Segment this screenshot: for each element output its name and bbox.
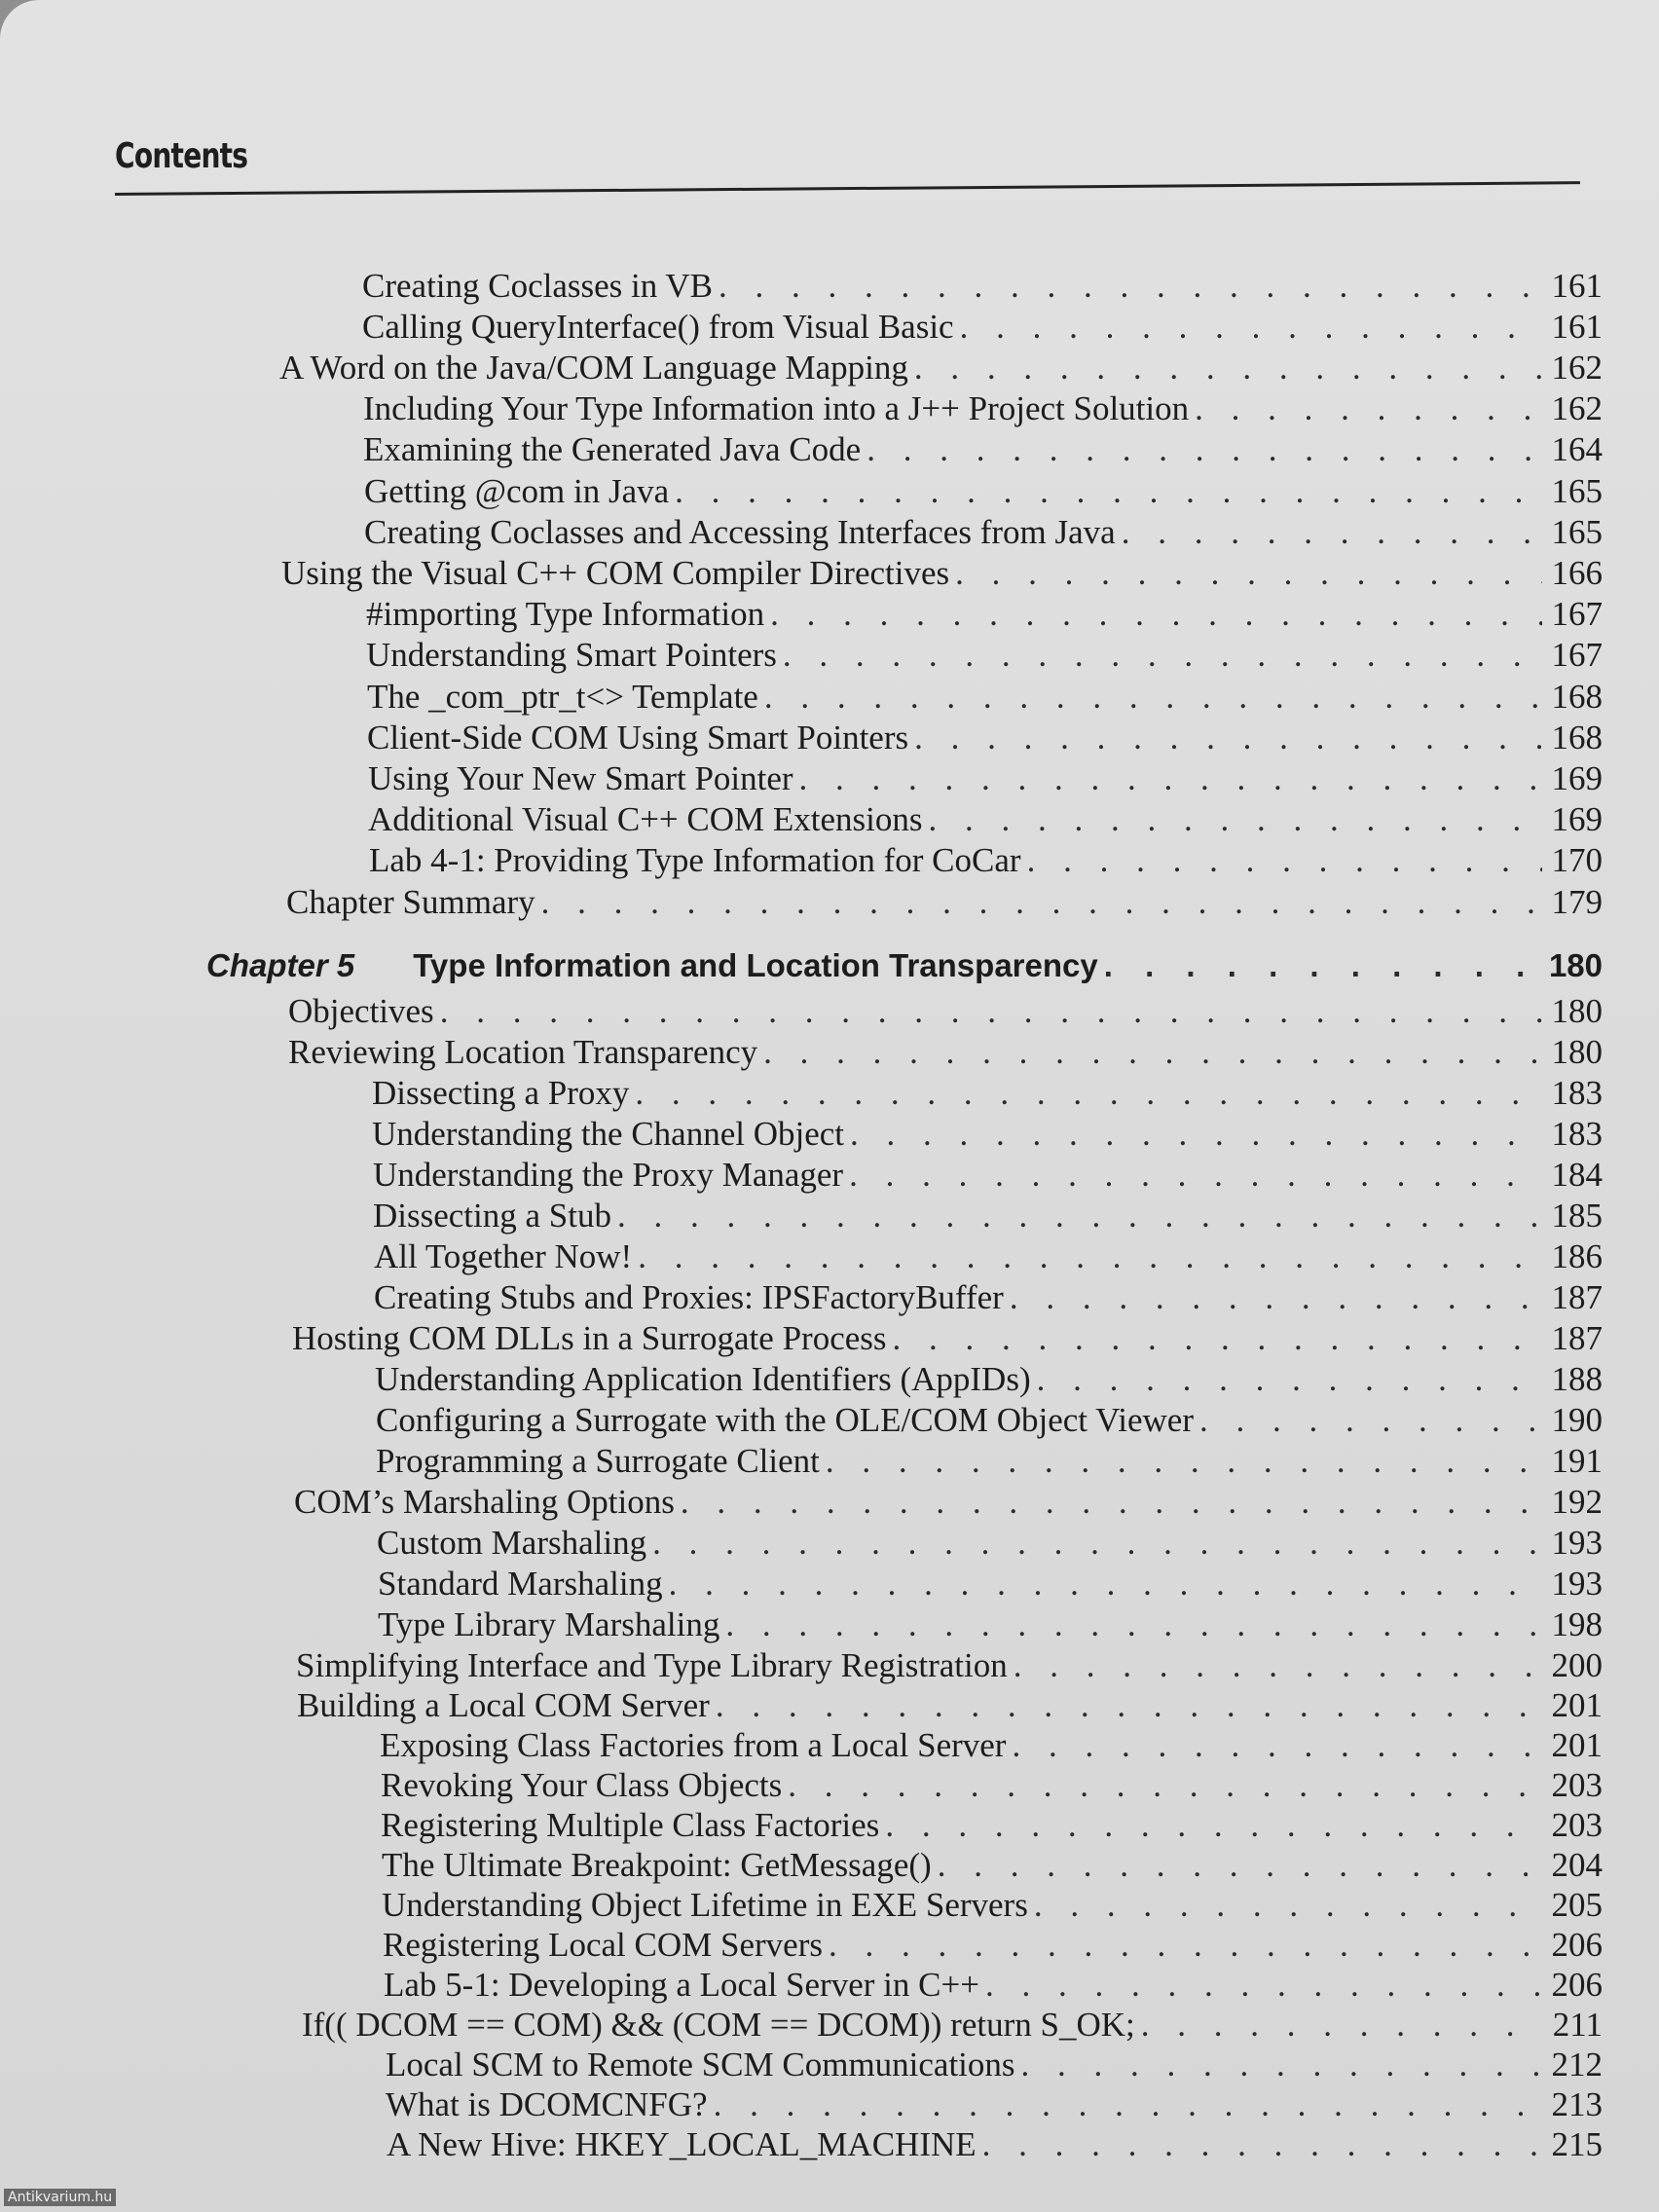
dot-leader [938, 1844, 1542, 1887]
dot-leader [440, 990, 1542, 1033]
toc-page-number: 212 [1551, 2046, 1603, 2083]
toc-entry-title: COM’s Marshaling Options [294, 1483, 675, 1521]
toc-entry [297, 1684, 1603, 1727]
dot-leader [1104, 944, 1542, 987]
dot-leader [985, 1964, 1542, 2007]
toc-entry-title: Creating Coclasses in VB [362, 267, 714, 305]
toc-entry-title: Revoking Your Class Objects [381, 1766, 783, 1804]
toc-entry [368, 757, 1603, 800]
toc-page-number: 169 [1551, 800, 1603, 838]
toc-entry [384, 1964, 1603, 2007]
toc-page-number: 185 [1551, 1197, 1603, 1235]
toc-entry-title: A Word on the Java/COM Language Mapping [279, 349, 908, 387]
toc-entry-title: Type Library Marshaling [378, 1605, 720, 1643]
toc-entry [373, 1195, 1603, 1237]
dot-leader [541, 881, 1542, 924]
toc-page-number: 188 [1551, 1360, 1603, 1398]
toc-entry-title: Simplifying Interface and Type Library Registration [296, 1646, 1008, 1684]
toc-entry-title: Understanding Smart Pointers [366, 636, 777, 674]
dot-leader [914, 717, 1542, 759]
toc-entry [366, 593, 1603, 636]
toc-entry [378, 1604, 1603, 1646]
toc-page-number: 200 [1551, 1646, 1603, 1684]
toc-page-number: 180 [1551, 1033, 1603, 1071]
dot-leader [714, 2083, 1542, 2126]
dot-leader [617, 1195, 1542, 1237]
dot-leader [885, 1804, 1542, 1847]
dot-leader [1012, 1724, 1542, 1767]
dot-leader [960, 306, 1542, 349]
toc-entry [367, 676, 1603, 719]
toc-entry [366, 634, 1603, 677]
toc-page-number: 165 [1551, 472, 1603, 510]
toc-entry-title: Local SCM to Remote SCM Communications [386, 2046, 1015, 2083]
toc-entry [386, 2083, 1603, 2126]
toc-page-number: 167 [1551, 595, 1603, 633]
toc-entry [279, 347, 1603, 389]
toc-entry [363, 387, 1603, 430]
toc-page-number: 162 [1551, 349, 1603, 387]
dot-leader [652, 1522, 1542, 1565]
toc-page-number: 161 [1551, 267, 1603, 305]
toc-entry-title: Creating Coclasses and Accessing Interfaces from Java [364, 513, 1116, 551]
dot-leader [1010, 1276, 1542, 1319]
dot-leader [763, 1031, 1542, 1074]
toc-entry [294, 1481, 1603, 1524]
toc-entry-title: If(( DCOM == COM) && (COM == DCOM)) return S_OK; [302, 2006, 1135, 2044]
toc-page-number: 205 [1551, 1886, 1603, 1924]
toc-entry-title: Programming a Surrogate Client [376, 1442, 820, 1480]
toc-entry-title: Hosting COM DLLs in a Surrogate Process [292, 1319, 887, 1357]
toc-entry [368, 798, 1603, 841]
dot-leader [1034, 1884, 1542, 1927]
toc-entry-title: Configuring a Surrogate with the OLE/COM Object Viewer [376, 1401, 1194, 1439]
toc-entry-title: Understanding the Proxy Manager [373, 1156, 844, 1194]
toc-entry-title: Chapter Summary [286, 883, 535, 921]
toc-entry [376, 1399, 1603, 1442]
dot-leader [719, 265, 1542, 308]
toc-page-number: 184 [1551, 1156, 1603, 1194]
dot-leader [764, 676, 1542, 719]
toc-page-number: 180 [1551, 992, 1603, 1030]
running-header: Contents [115, 136, 248, 176]
toc-entry [367, 717, 1603, 759]
watermark: Antikvarium.hu [4, 2189, 116, 2206]
toc-page-number: 206 [1551, 1926, 1603, 1964]
toc-entry [288, 990, 1603, 1033]
toc-entry [362, 265, 1603, 308]
dot-leader [716, 1684, 1542, 1727]
dot-leader [955, 552, 1542, 595]
dot-leader [1037, 1358, 1542, 1401]
dot-leader [866, 428, 1542, 471]
toc-entry [372, 1072, 1603, 1115]
dot-leader [826, 1440, 1542, 1483]
toc-page-number: 165 [1551, 513, 1603, 551]
dot-leader [982, 2123, 1542, 2166]
toc-page-number: 164 [1551, 430, 1603, 468]
toc-entry [381, 1764, 1603, 1807]
toc-page-number: 213 [1551, 2085, 1603, 2123]
toc-entry-title: Using Your New Smart Pointer [368, 759, 793, 797]
toc-entry [387, 2123, 1603, 2166]
toc-entry [375, 1358, 1603, 1401]
toc-entry-title: The Ultimate Breakpoint: GetMessage() [382, 1846, 932, 1884]
chapter-heading [206, 944, 1104, 987]
toc-entry [286, 881, 1603, 924]
toc-entry-title: Building a Local COM Server [297, 1686, 710, 1724]
toc-page-number: 183 [1551, 1074, 1603, 1112]
toc-entry [364, 470, 1603, 513]
toc-page-number: 192 [1551, 1483, 1603, 1521]
toc-entry [383, 1924, 1603, 1967]
toc-page-number: 204 [1551, 1846, 1603, 1884]
toc-entry [381, 1804, 1603, 1847]
dot-leader [681, 1481, 1542, 1524]
toc-entry [376, 1440, 1603, 1483]
dot-leader [1141, 2004, 1542, 2046]
toc-entry-title: Understanding the Channel Object [372, 1115, 845, 1153]
toc-entry [372, 1113, 1603, 1156]
dot-leader [1199, 1399, 1542, 1442]
dot-leader [799, 757, 1542, 800]
toc-entry [386, 2044, 1603, 2086]
dot-leader [638, 1235, 1542, 1278]
dot-leader [770, 593, 1542, 636]
toc-page-number: 167 [1551, 636, 1603, 674]
toc-page-number: 193 [1551, 1524, 1603, 1562]
dot-leader [929, 798, 1542, 841]
toc-entry [378, 1563, 1603, 1605]
dot-leader [788, 1764, 1542, 1807]
toc-entry [288, 1031, 1603, 1074]
dot-leader [675, 470, 1542, 513]
toc-entry-title: All Together Now! [374, 1237, 633, 1275]
toc-page-number: 215 [1551, 2125, 1603, 2163]
toc-page-number: 168 [1551, 719, 1603, 756]
toc-entry [374, 1276, 1603, 1319]
dot-leader [1027, 839, 1542, 882]
toc-entry [374, 1235, 1603, 1278]
toc-entry-title: Client-Side COM Using Smart Pointers [367, 719, 909, 756]
dot-leader [849, 1154, 1542, 1197]
toc-entry-title: A New Hive: HKEY_LOCAL_MACHINE [387, 2125, 977, 2163]
toc-page-number: 198 [1551, 1605, 1603, 1643]
toc-entry-title: Objectives [288, 992, 434, 1030]
toc-entry-title: #importing Type Information [366, 595, 765, 633]
toc-entry [373, 1154, 1603, 1197]
toc-entry [292, 1317, 1603, 1360]
toc-page-number: 191 [1551, 1442, 1603, 1480]
toc-page-number: 186 [1551, 1237, 1603, 1275]
toc-entry-title: Exposing Class Factories from a Local Server [380, 1726, 1007, 1764]
toc-entry-title: Understanding Object Lifetime in EXE Servers [382, 1886, 1028, 1924]
toc-entry [382, 1884, 1603, 1927]
toc-entry-title: Additional Visual C++ COM Extensions [368, 800, 923, 838]
dot-leader [669, 1563, 1542, 1605]
toc-page-number: 162 [1551, 389, 1603, 427]
toc-entry-title: Lab 5-1: Developing a Local Server in C++ [384, 1966, 979, 2004]
toc-entry-title: Getting @com in Java [364, 472, 670, 510]
dot-leader [1014, 1644, 1542, 1687]
toc-page-number: 187 [1551, 1319, 1603, 1357]
toc-entry [363, 428, 1603, 471]
toc-entry-title: Calling QueryInterface() from Visual Basic [362, 308, 954, 346]
dot-leader [893, 1317, 1542, 1360]
toc-entry [362, 306, 1603, 349]
toc-entry-title: Examining the Generated Java Code [363, 430, 862, 468]
toc-page-number: 190 [1551, 1401, 1603, 1439]
toc-page-number: 161 [1551, 308, 1603, 346]
dot-leader [850, 1113, 1542, 1156]
toc-entry-title: Registering Local COM Servers [383, 1926, 823, 1964]
toc-entry-title: Reviewing Location Transparency [288, 1033, 758, 1071]
toc-entry-title: Including Your Type Information into a J++ Project Solution [363, 389, 1190, 427]
toc-entry-title: Dissecting a Proxy [372, 1074, 630, 1112]
toc-page-number: 203 [1551, 1766, 1603, 1804]
chapter-label: Chapter 5 [206, 947, 355, 983]
toc-page-number: 201 [1551, 1726, 1603, 1764]
toc-entry-title: Standard Marshaling [378, 1565, 663, 1603]
toc-entry [281, 552, 1603, 595]
toc-page-number: 183 [1551, 1115, 1603, 1153]
chapter-title: Type Information and Location Transparency [413, 947, 1098, 983]
toc-chapter-heading [206, 944, 1603, 987]
toc-page-number: 193 [1551, 1565, 1603, 1603]
toc-entry-title: The _com_ptr_t<> Template [367, 678, 758, 716]
dot-leader [1195, 387, 1542, 430]
toc-entry-title: Understanding Application Identifiers (AppIDs) [375, 1360, 1031, 1398]
toc-page-number: 206 [1551, 1966, 1603, 2004]
toc-entry-title: Custom Marshaling [377, 1524, 647, 1562]
toc-entry [380, 1724, 1603, 1767]
toc-page-number: 203 [1551, 1806, 1603, 1844]
dot-leader [635, 1072, 1542, 1115]
toc-entry-title: What is DCOMCNFG? [386, 2085, 708, 2123]
toc-page-number: 187 [1551, 1278, 1603, 1316]
toc-entry [302, 2004, 1603, 2046]
toc-entry [382, 1844, 1603, 1887]
dot-leader [914, 347, 1542, 389]
toc-entry [296, 1644, 1603, 1687]
dot-leader [725, 1604, 1542, 1646]
dot-leader [829, 1924, 1542, 1967]
toc-page-number: 169 [1551, 759, 1603, 797]
dot-leader [1021, 2044, 1542, 2086]
toc-page-number: 170 [1551, 841, 1603, 879]
toc-page-number: 211 [1552, 2006, 1603, 2044]
toc-entry [369, 839, 1603, 882]
toc-entry-title: Registering Multiple Class Factories [381, 1806, 880, 1844]
toc-entry-title: Dissecting a Stub [373, 1197, 611, 1235]
dot-leader [783, 634, 1542, 677]
toc-entry-title: Using the Visual C++ COM Compiler Directives [281, 554, 950, 592]
toc-entry-title: Creating Stubs and Proxies: IPSFactoryBuffer [374, 1278, 1004, 1316]
toc-entry [364, 511, 1603, 554]
toc-entry [377, 1522, 1603, 1565]
toc-page-number: 179 [1551, 883, 1603, 921]
toc-page-number: 166 [1551, 554, 1603, 592]
toc-page-number: 168 [1551, 678, 1603, 716]
dot-leader [1122, 511, 1542, 554]
toc-entry-title: Lab 4-1: Providing Type Information for CoCar [369, 841, 1021, 879]
toc-page-number: 201 [1551, 1686, 1603, 1724]
toc-page-number: 180 [1548, 947, 1603, 983]
